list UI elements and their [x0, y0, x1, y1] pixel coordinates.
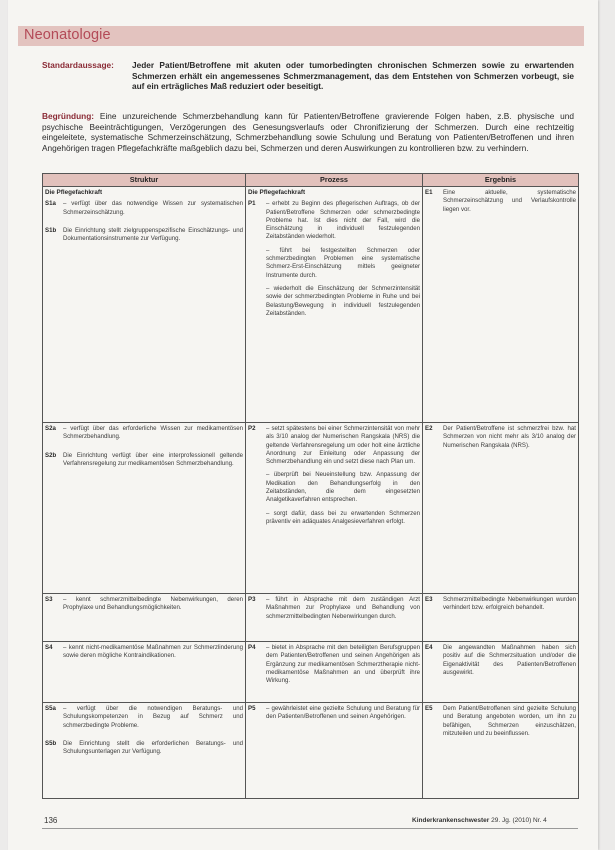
criterion-text: – verfügt über das erforderliche Wissen zur medikamentösen Schmerzbehandlung.	[63, 425, 243, 441]
criterion-code: E2	[425, 425, 433, 432]
prozess-criterion	[248, 644, 420, 685]
ergebnis-cell	[423, 703, 579, 799]
criterion-text: – erhebt zu Beginn des pflegerischen Auftrags, ob der Patient/Betroffene Schmerzen oder schmerzbedingte Probleme hat. Ist dies nicht der Fall, wird die Einschätzung in individuell festzulegenden Zeitabständen wiederholt.	[266, 200, 420, 241]
ergebnis-cell	[423, 423, 579, 594]
table-row	[43, 187, 579, 423]
criterion-text: – führt in Absprache mit dem zuständigen Arzt Maßnahmen zur Prophylaxe und Behandlung von schmerzmittelbedingten Nebenwirkungen durch.	[266, 596, 420, 620]
struktur-criterion	[45, 596, 243, 613]
struktur-criterion	[45, 644, 243, 661]
prozess-criterion-text: – sorgt dafür, dass bei zu erwartenden Schmerzen präventiv ein adäquates Analgesieverfahren erfolgt.	[266, 509, 420, 525]
prozess-cell	[246, 642, 423, 703]
criterion-code: S5a	[45, 705, 56, 712]
criterion-text: Die Einrichtung stellt zielgruppenspezifische Einschätzungs- und Dokumentationsinstrumente zur Verfügung.	[63, 226, 243, 243]
ergebnis-criterion	[425, 425, 576, 450]
criterion-code: E1	[425, 189, 433, 196]
criterion-text: Eine aktuelle, systematische Schmerzeinschätzung und Verlaufskontrolle liegen vor.	[443, 189, 576, 213]
criterion-code: P1	[248, 200, 256, 208]
section-title: Neonatologie	[24, 27, 111, 43]
table-row	[43, 642, 579, 703]
prozess-cell	[246, 423, 423, 594]
criterion-text: Die angewandten Maßnahmen haben sich positiv auf die Schmerzsituation und/oder die Eigenaktivität des Patienten/Betroffenen ausgewirkt.	[443, 644, 576, 676]
struktur-criterion	[45, 452, 243, 469]
prozess-criterion	[248, 200, 420, 241]
struktur-cell	[43, 594, 246, 642]
struktur-subheading: Die Pflegefachkraft	[45, 189, 103, 196]
header-ergebnis: Ergebnis	[423, 174, 579, 187]
criterion-text: – kennt schmerzmittelbedingte Nebenwirkungen, deren Prophylaxe und Behandlungsmöglichkeiten.	[63, 596, 243, 612]
prozess-subheading: Die Pflegefachkraft	[248, 189, 306, 196]
rationale-label: Begründung:	[42, 111, 95, 121]
criterion-text: Die Einrichtung stellt die erforderlichen Beratungs- und Schulungsunterlagen zur Verfügung.	[63, 739, 243, 756]
prozess-criterion-text: – wiederholt die Einschätzung der Schmerzintensität sowie der schmerzbedingten Probleme in Ruhe und bei Belastung/Bewegung in individuell festzulegenden Zeitabständen.	[266, 284, 420, 317]
table-row	[43, 423, 579, 594]
struktur-cell	[43, 187, 246, 423]
prozess-criterion	[248, 425, 420, 466]
journal-issue: 29. Jg. (2010) Nr. 4	[491, 817, 547, 824]
standard-statement	[42, 60, 574, 92]
ergebnis-criterion	[425, 189, 576, 214]
journal-name: Kinderkrankenschwester	[412, 817, 490, 824]
header-prozess: Prozess	[246, 174, 423, 187]
ergebnis-cell	[423, 594, 579, 642]
criterion-text: – kennt nicht-medikamentöse Maßnahmen zur Schmerzlinderung sowie deren mögliche Kontraindikationen.	[63, 644, 243, 660]
criterion-code: E3	[425, 596, 433, 603]
statement-label: Standardaussage:	[42, 60, 114, 70]
prozess-cell	[246, 187, 423, 423]
ergebnis-criterion	[425, 596, 576, 613]
criterion-text: – setzt spätestens bei einer Schmerzintensität von mehr als 3/10 analog der Numerischen Rangskala (NRS) die geltende Verfahrensregelung um oder holt eine ärztliche Anordnung zur Einleitung oder Anpassung der Schmerzbehandlung ein und setzt diese nach Plan um.	[266, 425, 420, 466]
criterion-code: S3	[45, 596, 53, 603]
criterion-text: – verfügt über die notwendigen Beratungs- und Schulungskompetenzen in Bezug auf Schmerz und schmerzbedingte Probleme.	[63, 705, 243, 729]
table-row	[43, 703, 579, 799]
criterion-code: P5	[248, 705, 256, 712]
criterion-text: Schmerzmittelbedingte Nebenwirkungen wurden verhindert bzw. erfolgreich behandelt.	[443, 596, 576, 612]
header-struktur: Struktur	[43, 174, 246, 187]
table-row	[43, 594, 579, 642]
struktur-cell	[43, 423, 246, 594]
criterion-text: – bietet in Absprache mit den beteiligten Berufsgruppen dem Patienten/Betroffenen und seinen Angehörigen als Ergänzung zur medikamentösen Schmerztherapie nicht-medikamentöse Maßnahmen an und überprüft ihre Wirkung.	[266, 644, 420, 685]
prozess-criterion-text: – führt bei festgestellten Schmerzen oder schmerzbedingten Problemen eine systematische Schmerz-Erst-Einschätzung mittels geeigneter Instrumente durch.	[266, 246, 420, 279]
prozess-criterion	[248, 596, 420, 621]
struktur-cell	[43, 642, 246, 703]
criterion-code: S1b	[45, 226, 57, 234]
struktur-criterion	[45, 425, 243, 442]
prozess-cell	[246, 703, 423, 799]
criterion-code: E5	[425, 705, 433, 712]
criterion-code: S2b	[45, 451, 57, 459]
prozess-cell	[246, 594, 423, 642]
criterion-code: P3	[248, 596, 256, 603]
struktur-cell	[43, 703, 246, 799]
criterion-code: P4	[248, 644, 256, 651]
prozess-criterion-text: – überprüft bei Neueinstellung bzw. Anpassung der Medikation den Behandlungserfolg in den Zeitabständen, die dem eingesetzten Analgetikaverfahren entsprechen.	[266, 471, 420, 504]
journal-reference	[412, 817, 547, 824]
criterion-code: E4	[425, 644, 433, 651]
criterion-code: S4	[45, 644, 53, 651]
criterion-code: S1a	[45, 200, 56, 208]
struktur-criterion	[45, 705, 243, 730]
criterion-code: P2	[248, 425, 256, 432]
struktur-criterion	[45, 227, 243, 244]
page-number: 136	[44, 816, 58, 825]
prozess-criterion	[248, 705, 420, 722]
criterion-code: S5b	[45, 739, 57, 747]
criterion-text: Dem Patient/Betroffenen sind gezielte Schulung und Beratung angeboten worden, um ihn zu befähigen, Schmerzen einzuschätzen, mitzuteilen und zu beeinflussen.	[443, 705, 576, 737]
rationale-paragraph	[42, 111, 574, 153]
criterion-text: Die Einrichtung verfügt über eine interprofessionell geltende Verfahrensregelung zur medikamentösen Schmerzbehandlung.	[63, 451, 243, 467]
ergebnis-cell	[423, 187, 579, 423]
criterion-text: – gewährleistet eine gezielte Schulung und Beratung für den Patienten/Betroffenen und seinen Angehörigen.	[266, 705, 420, 721]
struktur-criterion	[45, 200, 243, 217]
criterion-text: Der Patient/Betroffene ist schmerzfrei bzw. hat Schmerzen von nicht mehr als 3/10 analog der Numerischen Rangskala (NRS).	[443, 425, 576, 449]
ergebnis-cell	[423, 642, 579, 703]
footer-rule	[42, 828, 578, 829]
statement-text: Jeder Patient/Betroffene mit akuten oder tumorbedingten chronischen Schmerzen sowie zu erwartenden Schmerzen erhält ein angemessenes Schmerzmanagement, das dem Entstehen von Schmerzen vorbeugt, sie auf ein erträgliches Maß reduziert oder beseitigt.	[132, 60, 574, 92]
table-header-row	[43, 174, 579, 187]
ergebnis-criterion	[425, 644, 576, 677]
standard-criteria-table	[42, 173, 579, 799]
struktur-criterion	[45, 740, 243, 757]
criterion-code: S2a	[45, 425, 56, 432]
rationale-text: Eine unzureichende Schmerzbehandlung kann für Patienten/Betroffene gravierende Folgen haben, z.B. physische und psychische Beeinträchtigungen, Verzögerungen des Genesungsverlaufs oder Chronifizierung der Schmerzen. Durch eine rechtzeitig eingeleitete, systematische Schmerzeinschätzung, Schmerzbehandlung sowie Schulung und Beratung von Patienten/Betroffenen und ihren Angehörigen tragen Pflegefachkräfte maßgeblich dazu bei, Schmerzen und deren Auswirkungen zu kontrollieren bzw. zu verhindern.	[42, 111, 574, 153]
criterion-text: – verfügt über das notwendige Wissen zur systematischen Schmerzeinschätzung.	[63, 200, 243, 216]
ergebnis-criterion	[425, 705, 576, 738]
